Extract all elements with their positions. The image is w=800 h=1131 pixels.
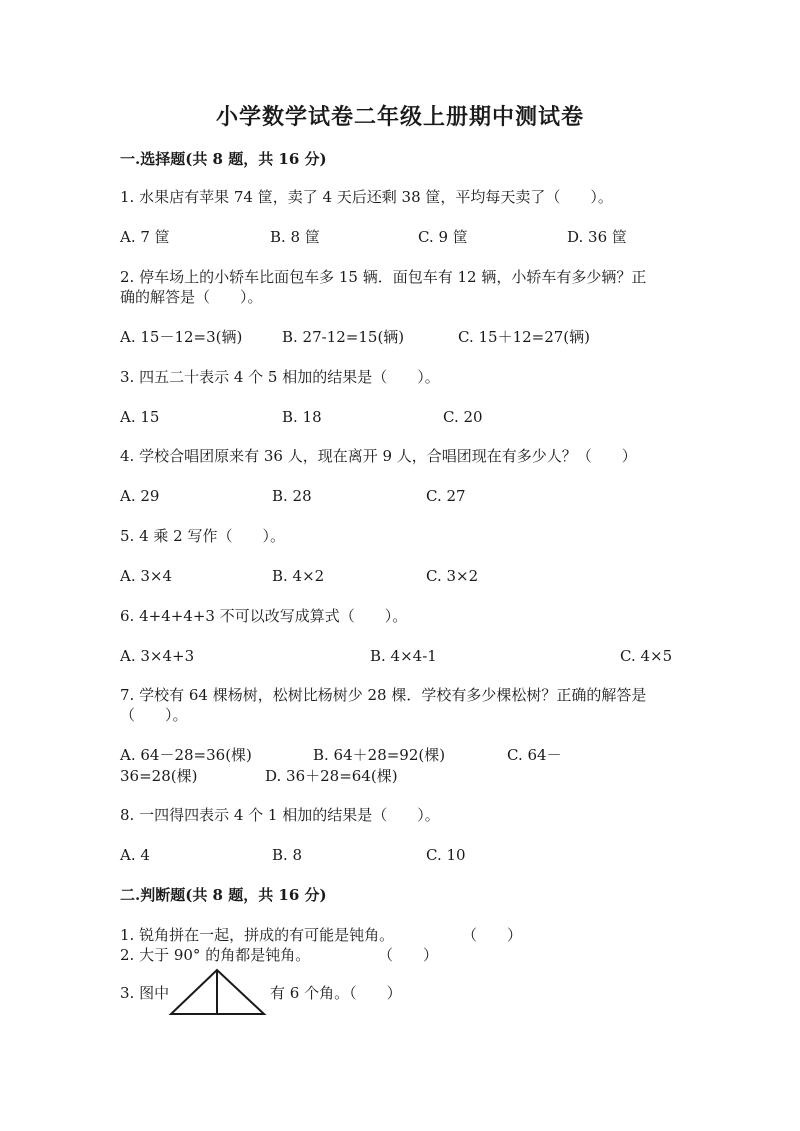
question-2-option-a: A. 15－12=3(辆) xyxy=(120,328,243,346)
question-7-option-c-end: 36=28(棵) xyxy=(120,767,198,785)
judgment-3-stem-suffix: 有 6 个角。（ ） xyxy=(270,984,402,1002)
question-7-option-a: A. 64－28=36(棵) xyxy=(120,746,252,764)
question-7-option-b: B. 64＋28=92(棵) xyxy=(313,746,446,764)
question-5-stem: 5. 4 乘 2 写作（ ）。 xyxy=(120,527,285,545)
question-6-stem: 6. 4+4+4+3 不可以改写成算式（ ）。 xyxy=(120,607,408,625)
question-8-stem: 8. 一四得四表示 4 个 1 相加的结果是（ ）。 xyxy=(120,806,440,824)
question-4-option-b: B. 28 xyxy=(272,487,312,505)
question-8-option-b: B. 8 xyxy=(272,846,303,864)
question-1-option-a: A. 7 筐 xyxy=(120,228,170,246)
question-2-stem-line1: 2. 停车场上的小轿车比面包车多 15 辆．面包车有 12 辆，小轿车有多少辆？正 xyxy=(120,268,647,286)
question-4-option-c: C. 27 xyxy=(426,487,466,505)
judgment-2-answer-paren: （ ） xyxy=(378,946,439,964)
question-2-stem-line2: 确的解答是（ ）。 xyxy=(120,288,263,306)
judgment-1-stem: 1. 锐角拼在一起，拼成的有可能是钝角。 xyxy=(120,926,395,944)
question-5-option-a: A. 3×4 xyxy=(120,567,173,585)
question-2-option-c: C. 15＋12=27(辆) xyxy=(458,328,591,346)
question-7-stem-line2: （ ）。 xyxy=(120,706,188,724)
question-7-option-c-start: C. 64－ xyxy=(507,746,562,764)
question-1-option-d: D. 36 筐 xyxy=(567,228,627,246)
question-8-option-c: C. 10 xyxy=(426,846,466,864)
question-4-stem: 4. 学校合唱团原来有 36 人，现在离开 9 人，合唱团现在有多少人？（ ） xyxy=(120,447,637,465)
question-6-option-a: A. 3×4+3 xyxy=(120,647,195,665)
section-heading-choice: 一.选择题(共 8 题，共 16 分) xyxy=(120,150,327,168)
question-7-stem-line1: 7. 学校有 64 棵杨树，松树比杨树少 28 棵．学校有多少棵松树？正确的解答是 xyxy=(120,686,647,704)
question-2-option-b: B. 27-12=15(辆) xyxy=(282,328,405,346)
question-3-option-a: A. 15 xyxy=(120,408,160,426)
judgment-1-answer-paren: （ ） xyxy=(462,926,523,944)
question-3-option-c: C. 20 xyxy=(443,408,483,426)
question-4-option-a: A. 29 xyxy=(120,487,160,505)
page-title: 小学数学试卷二年级上册期中测试卷 xyxy=(215,104,584,130)
judgment-3-stem-prefix: 3. 图中 xyxy=(120,984,170,1002)
question-5-option-c: C. 3×2 xyxy=(426,567,479,585)
question-3-option-b: B. 18 xyxy=(282,408,322,426)
question-1-option-c: C. 9 筐 xyxy=(418,228,468,246)
question-5-option-b: B. 4×2 xyxy=(272,567,325,585)
section-heading-judgment: 二.判断题(共 8 题，共 16 分) xyxy=(120,886,327,904)
question-7-option-d: D. 36＋28=64(棵) xyxy=(265,767,398,785)
question-6-option-b: B. 4×4-1 xyxy=(370,647,437,665)
question-8-option-a: A. 4 xyxy=(120,846,150,864)
triangle-figure-icon xyxy=(168,968,268,1018)
question-1-stem: 1. 水果店有苹果 74 筐，卖了 4 天后还剩 38 筐，平均每天卖了（ ）。 xyxy=(120,188,613,206)
question-3-stem: 3. 四五二十表示 4 个 5 相加的结果是（ ）。 xyxy=(120,368,440,386)
judgment-2-stem: 2. 大于 90° 的角都是钝角。 xyxy=(120,946,311,964)
question-1-option-b: B. 8 筐 xyxy=(270,228,320,246)
question-6-option-c: C. 4×5 xyxy=(620,647,673,665)
